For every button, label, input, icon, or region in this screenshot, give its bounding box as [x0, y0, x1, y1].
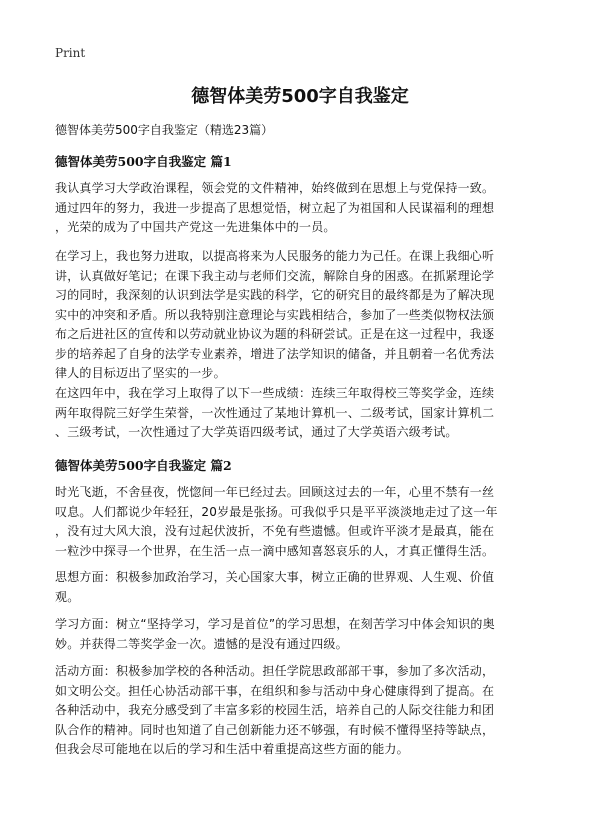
text-line: 、三级考试，一次性通过了大学英语四级考试，通过了大学英语六级考试。	[55, 425, 458, 439]
text-line: 讲，认真做好笔记；在课下我主动与老师们交流，解除自身的困惑。在抓紧理论学	[55, 268, 495, 283]
text-line: 实中的冲突和矛盾。所以我特别注意理论与实践相结合，参加了一些类似物权法颁	[55, 307, 495, 322]
text-line: 律人的目标迈出了坚实的一步。	[55, 366, 226, 380]
paragraph	[55, 615, 550, 654]
text-line: 叹息。人们都说少年轻狂，20岁最是张扬。可我似乎只是平平淡淡地走过了这一年	[55, 504, 498, 519]
paragraph	[55, 384, 550, 443]
paragraph	[55, 247, 550, 384]
text-line: ，没有过大风大浪，没有过起伏波折，不免有些遗憾。但或许平淡才是最真，能在	[55, 524, 495, 538]
print-label: Print	[55, 46, 86, 60]
text-line: ，光荣的成为了中国共产党这一先进集体中的一员。	[55, 220, 336, 234]
text-line: 各种活动中，我充分感受到了丰富多彩的校园生活，培养自己的人际交往能力和团	[55, 703, 495, 717]
text-line: 时光飞逝，不舍昼夜，恍惚间一年已经过去。回顾这过去的一年，心里不禁有一丝	[55, 485, 495, 499]
section-heading-1: 德智体美劳500字自我鉴定 篇1	[55, 154, 232, 169]
text-line: 活动方面：积极参加学校的各种活动。担任学院思政部部干事，参加了多次活动，	[55, 664, 495, 678]
text-line: 在学习上，我也努力进取，以提高将来为人民服务的能力为己任。在课上我细心听	[55, 249, 495, 263]
text-line: 步的培养起了自身的法学专业素养，增进了法学知识的储备，并且朝着一名优秀法	[55, 346, 495, 361]
paragraph	[55, 483, 550, 561]
document-subtitle: 德智体美劳500字自我鉴定（精选23篇）	[55, 123, 274, 137]
document-title: 德智体美劳500字自我鉴定	[191, 86, 409, 107]
section-heading-2: 德智体美劳500字自我鉴定 篇2	[55, 458, 232, 473]
text-line: 如文明公交。担任心协活动部干事，在组织和参与活动中身心健康得到了提高。在	[55, 683, 495, 698]
text-line: 学习方面：树立“坚持学习，学习是首位”的学习思想，在刻苦学习中体会知识的奥	[55, 617, 495, 631]
paragraph	[55, 568, 550, 607]
text-line: 通过四年的努力，我进一步提高了思想觉悟，树立起了为祖国和人民谋福利的理想	[55, 200, 495, 215]
text-line: 习的同时，我深刻的认识到法学是实践的科学，它的研究目的最终都是为了解决现	[55, 288, 495, 302]
text-line: 我认真学习大学政治课程，领会党的文件精神，始终做到在思想上与党保持一致。	[55, 181, 495, 195]
text-line: 队合作的精神。同时也知道了自己创新能力还不够强，有时候不懂得坚持等缺点，	[55, 722, 495, 737]
paragraph	[55, 662, 550, 760]
text-line: 妙。并获得二等奖学金一次。遗憾的是没有通过四级。	[55, 636, 348, 651]
text-line: 在这四年中，我在学习上取得了以下一些成绩：连续三年取得校三等奖学金，连续	[55, 386, 495, 400]
text-line: 一粒沙中探寻一个世界，在生活一点一滴中感知喜怒哀乐的人，才真正懂得生活。	[55, 543, 495, 558]
text-line: 布之后进社区的宣传和以劳动就业协议为题的科研尝试。正是在这一过程中，我逐	[55, 327, 495, 341]
text-line: 观。	[55, 589, 80, 604]
paragraph	[55, 179, 550, 238]
text-line: 但我会尽可能地在以后的学习和生活中着重提高这些方面的能力。	[55, 742, 409, 756]
text-line: 思想方面：积极参加政治学习，关心国家大事，树立正确的世界观、人生观、价值	[55, 570, 495, 584]
text-line: 两年取得院三好学生荣誉，一次性通过了某地计算机一、二级考试，国家计算机二	[55, 405, 495, 420]
